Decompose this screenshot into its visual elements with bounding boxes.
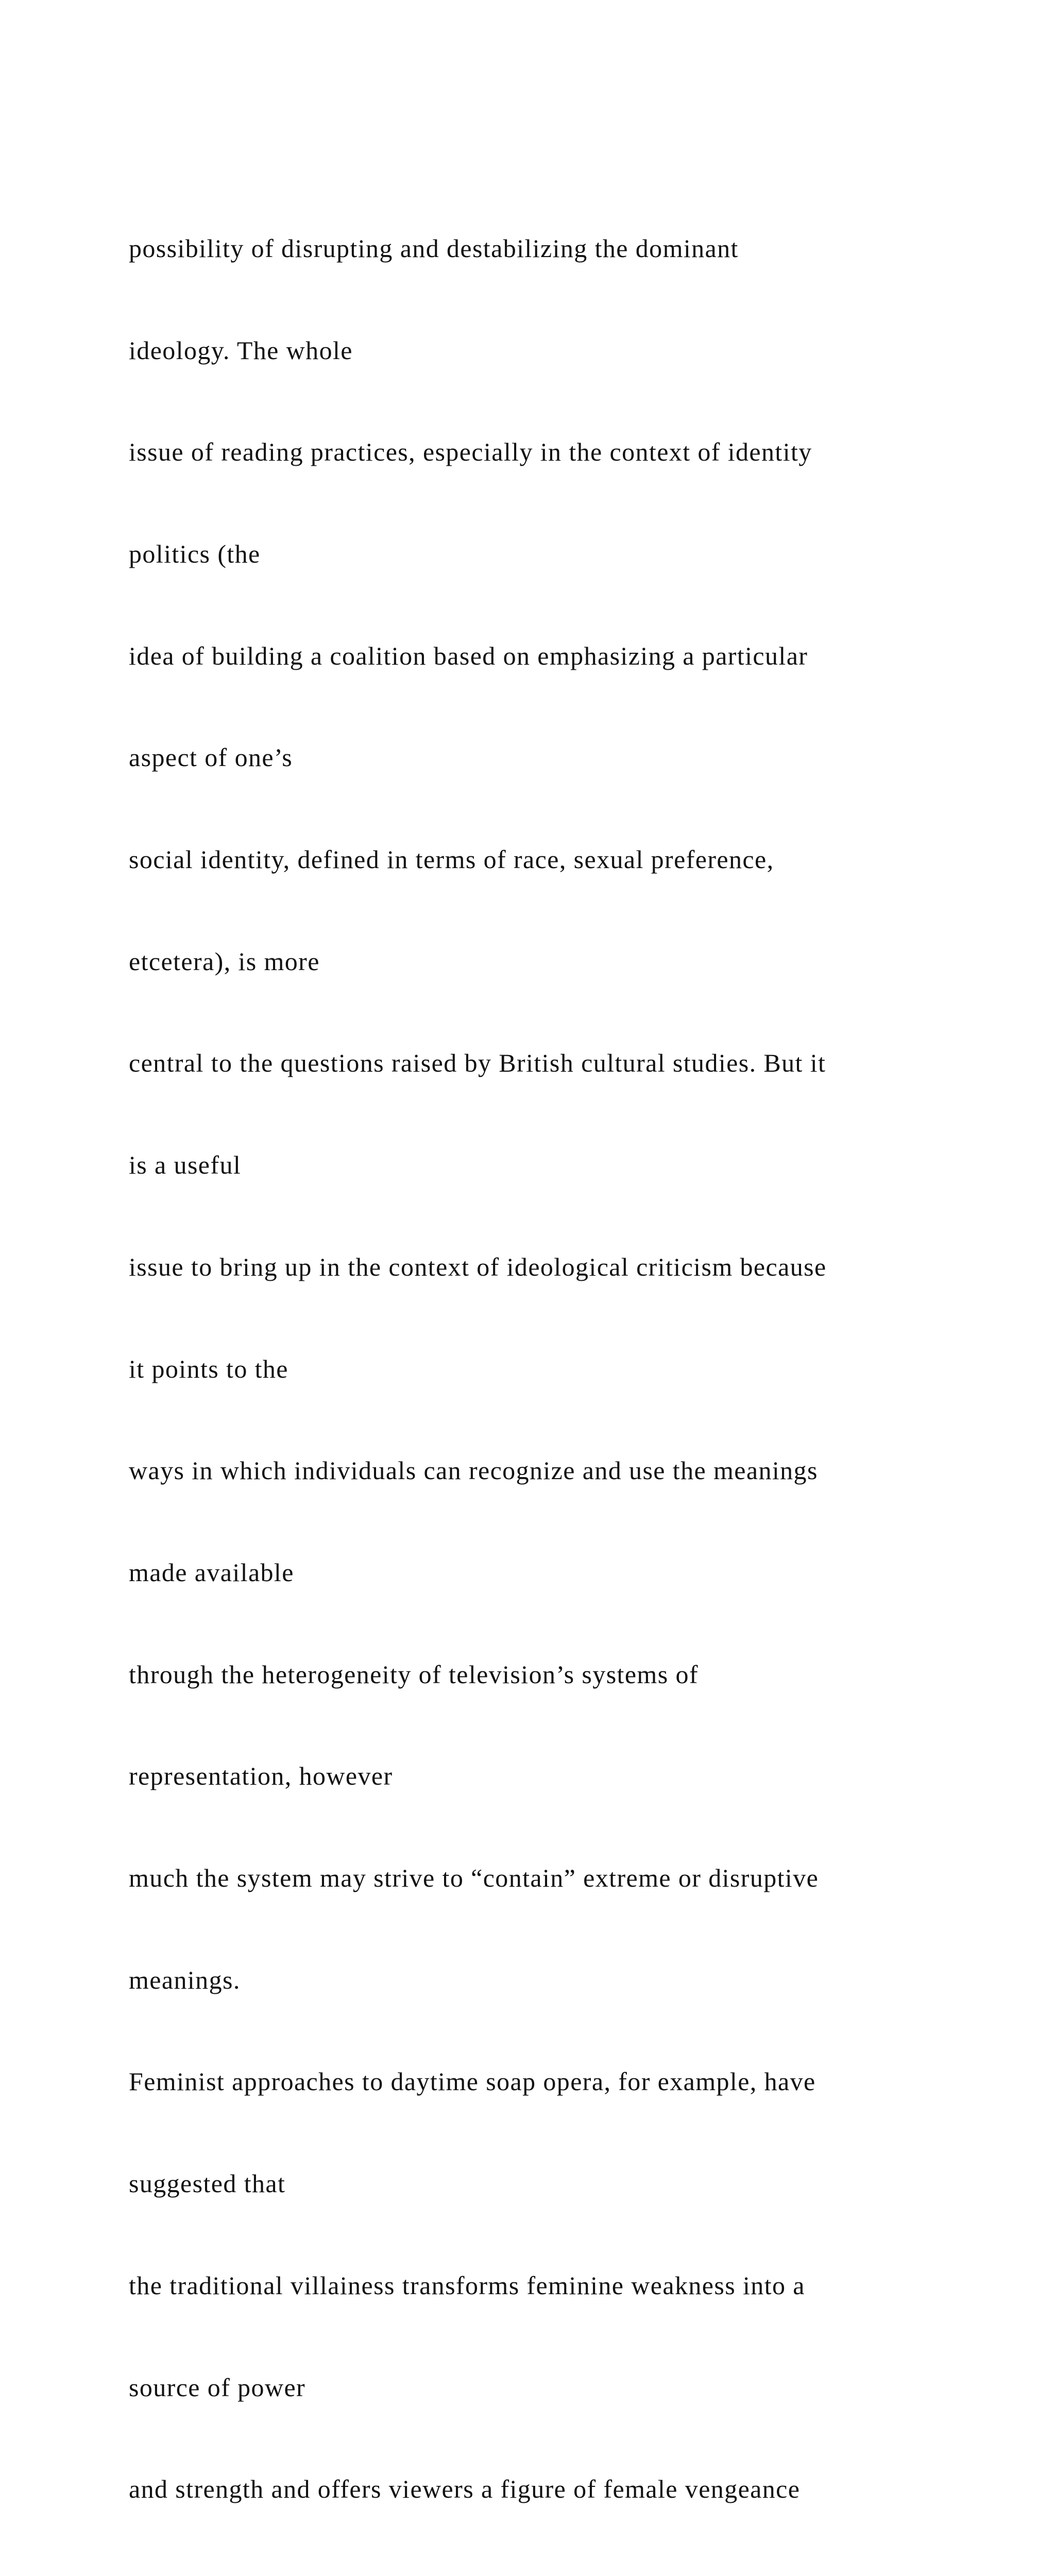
text-line: ideology. The whole bbox=[129, 335, 353, 365]
text-line: representation, however bbox=[129, 1761, 393, 1791]
text-line: source of power bbox=[129, 2372, 306, 2402]
text-line: issue of reading practices, especially in the context of identity bbox=[129, 437, 812, 467]
text-line: aspect of one’s bbox=[129, 743, 293, 772]
text-line: possibility of disrupting and destabilizing the dominant bbox=[129, 233, 739, 263]
body-text bbox=[129, 164, 1005, 2576]
text-line: made available bbox=[129, 1557, 294, 1587]
text-line: the traditional villainess transforms feminine weakness into a bbox=[129, 2270, 805, 2300]
text-line: issue to bring up in the context of ideological criticism because bbox=[129, 1252, 827, 1281]
text-line: politics (the bbox=[129, 539, 261, 568]
text-line: idea of building a coalition based on emphasizing a particular bbox=[129, 641, 808, 670]
text-line: Feminist approaches to daytime soap opera, for example, have bbox=[129, 2067, 816, 2096]
text-line: etcetera), is more bbox=[129, 946, 320, 976]
text-line: much the system may strive to “contain” extreme or disruptive bbox=[129, 1863, 819, 1893]
text-line: is a useful bbox=[129, 1150, 242, 1180]
text-line: suggested that bbox=[129, 2169, 286, 2198]
text-line: and strength and offers viewers a figure of female vengeance bbox=[129, 2475, 801, 2504]
text-line: it points to the bbox=[129, 1354, 288, 1383]
text-line: meanings. bbox=[129, 1965, 241, 1994]
text-line bbox=[129, 2574, 1005, 2576]
text-line: social identity, defined in terms of race, sexual preference, bbox=[129, 845, 774, 874]
text-line: ways in which individuals can recognize and use the meanings bbox=[129, 1456, 818, 1485]
text-line: through the heterogeneity of television’s systems of bbox=[129, 1659, 699, 1689]
text-line: central to the questions raised by British cultural studies. But it bbox=[129, 1048, 826, 1078]
